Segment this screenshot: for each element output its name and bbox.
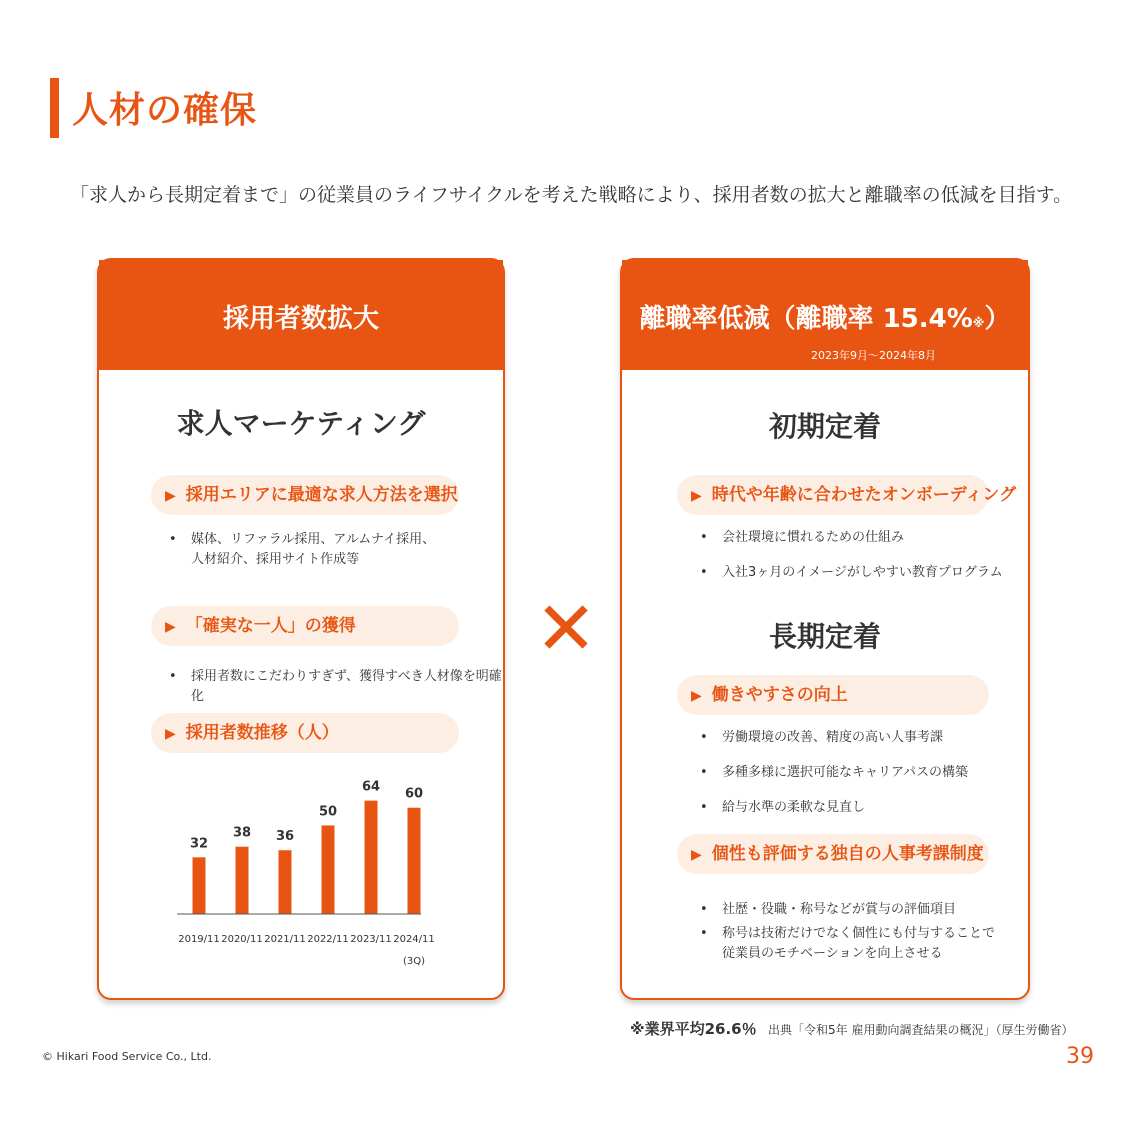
triangle-right-icon: ▶	[165, 726, 176, 742]
card-retention-header	[622, 260, 1028, 370]
page-title: 人材の確保	[72, 90, 258, 131]
pill-label: 採用エリアに最適な求人方法を選択	[185, 485, 458, 505]
title-accent-bar	[50, 78, 59, 138]
bullet-list-onboarding	[700, 528, 1003, 598]
x-tick-label: 2022/11	[307, 934, 349, 945]
list-item: • 多種多様に選択可能なキャリアパスの構築	[700, 763, 968, 783]
page-number: 39	[1066, 1044, 1094, 1069]
bullet-list-recruit-method	[169, 530, 435, 585]
page-subtitle: 「求人から長期定着まで」の従業員のライフサイクルを考えた戦略により、採用者数の拡大と離職率の低減を目指す。	[70, 184, 1073, 206]
pill-hire-trend	[151, 713, 459, 753]
hire-count-bar-chart	[159, 779, 459, 980]
card-retention	[620, 258, 1030, 1000]
section-title-recruit-marketing: 求人マーケティング	[176, 407, 426, 440]
bar-2020/11	[236, 847, 249, 914]
pill-secure-hire	[151, 606, 459, 646]
bullet-list-evaluation-system	[700, 900, 995, 964]
pill-label: 「確実な一人」の獲得	[185, 616, 356, 636]
pill-work-environment	[677, 675, 989, 715]
card-retention-title: 離職率低減（離職率 15.4%※）	[639, 304, 1011, 334]
card-recruitment	[97, 258, 505, 1000]
x-tick-label: 2023/11	[350, 934, 392, 945]
industry-average-footnote: ※業界平均26.6％ 出典「令和5年 雇用動向調査結果の概況」（厚生労働省）	[630, 1020, 1074, 1038]
bar-value-label: 50	[318, 804, 338, 820]
triangle-right-icon: ▶	[165, 619, 176, 635]
bar-value-label: 60	[404, 786, 424, 802]
bar-2021/11	[279, 850, 292, 914]
bar-value-label: 36	[275, 829, 295, 845]
list-item: • 入社3ヶ月のイメージがしやすい教育プログラム	[700, 563, 1003, 583]
list-item: • 社歴・役職・称号などが賞与の評価項目	[700, 900, 995, 920]
x-tick-label: 2020/11	[221, 934, 263, 945]
section-title-early-retention: 初期定着	[768, 410, 881, 443]
bar-2024/11	[408, 808, 421, 914]
bar-2022/11	[322, 825, 335, 914]
pill-recruit-method	[151, 475, 459, 515]
section-title-long-retention: 長期定着	[768, 620, 881, 653]
list-item: • 称号は技術だけでなく個性にも付与することで 従業員のモチベーションを向上させる	[700, 924, 995, 964]
card-recruitment-title: 採用者数拡大	[222, 304, 379, 334]
triangle-right-icon: ▶	[165, 488, 176, 504]
pill-evaluation-system	[677, 834, 989, 874]
pill-onboarding	[677, 475, 1017, 515]
bullet-list-work-environment	[700, 728, 968, 833]
pill-label: 時代や年齢に合わせたオンボーディング	[711, 485, 1017, 505]
x-tick-label: 2019/11	[178, 934, 220, 945]
bar-value-label: 64	[361, 779, 381, 795]
pill-label: 採用者数推移（人）	[185, 723, 339, 743]
list-item: • 採用者数にこだわりすぎず、獲得すべき人材像を明確化	[169, 667, 503, 707]
x-tick-sublabel: (3Q)	[402, 956, 426, 967]
list-item: • 給与水準の柔軟な見直し	[700, 798, 968, 818]
bar-value-label: 32	[189, 836, 209, 852]
card-recruitment-header	[99, 260, 503, 370]
triangle-right-icon: ▶	[691, 847, 702, 863]
list-item: • 媒体、リファラル採用、アルムナイ採用、 人材紹介、採用サイト作成等	[169, 530, 435, 570]
bar-value-label: 38	[232, 825, 252, 841]
list-item: • 労働環境の改善、精度の高い人事考課	[700, 728, 968, 748]
triangle-right-icon: ▶	[691, 488, 702, 504]
pill-label: 個性も評価する独自の人事考課制度	[711, 844, 984, 864]
times-icon: ✕	[535, 586, 598, 672]
triangle-right-icon: ▶	[691, 688, 702, 704]
pill-label: 働きやすさの向上	[711, 685, 848, 705]
x-tick-label: 2024/11	[393, 934, 435, 945]
list-item: • 会社環境に慣れるための仕組み	[700, 528, 1003, 548]
x-tick-label: 2021/11	[264, 934, 306, 945]
card-retention-period: 2023年9月～2024年8月	[811, 349, 936, 362]
bar-2019/11	[193, 857, 206, 914]
copyright: © Hikari Food Service Co., Ltd.	[42, 1050, 212, 1063]
bar-2023/11	[365, 801, 378, 914]
